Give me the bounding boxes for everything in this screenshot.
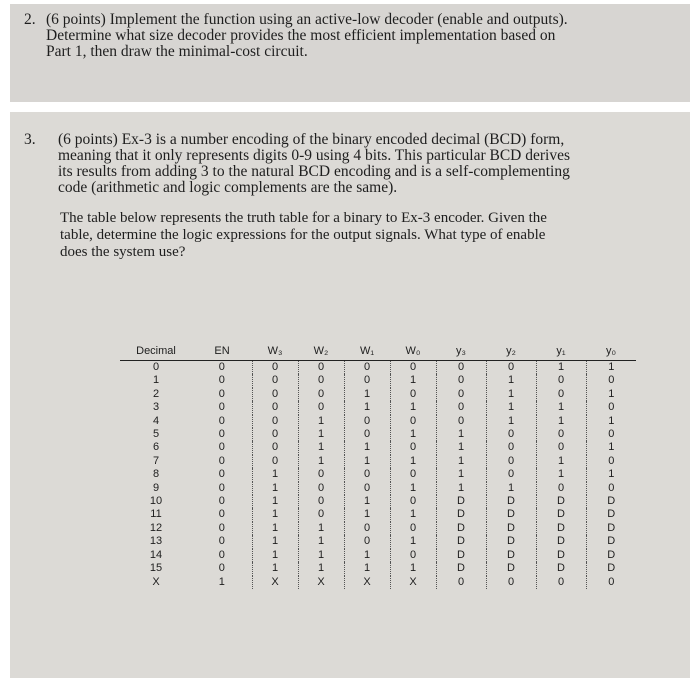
- q3-paragraph: [24, 210, 676, 261]
- cell-w3: 0: [252, 455, 298, 468]
- cell-y1: D: [536, 495, 586, 508]
- cell-y2: D: [486, 495, 536, 508]
- cell-w3: 1: [252, 482, 298, 495]
- cell-en: 0: [218, 508, 225, 521]
- cell-en: 0: [218, 454, 225, 467]
- cell-y0: D: [586, 522, 636, 535]
- cell-y0: 1: [586, 415, 636, 428]
- table-row: [120, 455, 636, 468]
- cell-y2: D: [486, 549, 536, 562]
- cell-w1: 1: [344, 455, 390, 468]
- cell-decimal: 14: [149, 548, 163, 561]
- table-row: [120, 549, 636, 562]
- table-row: [120, 401, 636, 414]
- cell-w1: 1: [344, 495, 390, 508]
- cell-w3: 0: [252, 415, 298, 428]
- cell-w0: 0: [390, 415, 436, 428]
- cell-y2: 0: [486, 361, 536, 375]
- table-row: [120, 508, 636, 521]
- cell-w3: 0: [252, 401, 298, 414]
- cell-w2: 1: [298, 535, 344, 548]
- cell-en: 0: [218, 428, 225, 441]
- cell-en: 0: [218, 441, 225, 454]
- header-w2: W₂: [298, 342, 344, 361]
- cell-y3: D: [436, 522, 486, 535]
- header-w3: W₃: [252, 342, 298, 361]
- cell-w3: 1: [252, 522, 298, 535]
- cell-w3: 1: [252, 535, 298, 548]
- cell-decimal: 6: [152, 441, 160, 454]
- cell-w3: 1: [252, 468, 298, 481]
- cell-decimal: X: [152, 575, 160, 588]
- cell-y0: D: [586, 549, 636, 562]
- cell-en: 0: [218, 361, 225, 373]
- cell-w1: 0: [344, 428, 390, 441]
- cell-w2: 0: [298, 401, 344, 414]
- cell-w1: 0: [344, 415, 390, 428]
- truth-table-body: [120, 361, 636, 589]
- cell-decimal: 4: [152, 414, 160, 427]
- cell-w1: 1: [344, 549, 390, 562]
- cell-w2: 0: [298, 495, 344, 508]
- cell-w2: 0: [298, 482, 344, 495]
- cell-y3: D: [436, 549, 486, 562]
- question-3-text: [24, 132, 676, 196]
- cell-w1: 1: [344, 401, 390, 414]
- cell-decimal: 1: [152, 374, 160, 387]
- cell-w2: 1: [298, 441, 344, 454]
- cell-y3: 1: [436, 428, 486, 441]
- truth-table: [120, 342, 636, 589]
- cell-w0: 1: [390, 482, 436, 495]
- cell-y0: 1: [586, 441, 636, 454]
- cell-w2: 1: [298, 549, 344, 562]
- cell-decimal: 11: [150, 508, 162, 521]
- cell-y2: 0: [486, 428, 536, 441]
- cell-en: 0: [218, 535, 225, 548]
- cell-decimal: 9: [152, 481, 160, 494]
- cell-w3: 0: [252, 388, 298, 401]
- cell-y3: 0: [436, 576, 486, 589]
- cell-w1: 0: [344, 482, 390, 495]
- q3-para-line-1: The table below represents the truth table for a binary to Ex-3 encoder. Given the: [60, 210, 547, 226]
- cell-y2: 0: [486, 468, 536, 481]
- cell-w2: X: [298, 576, 344, 589]
- cell-w1: 0: [344, 374, 390, 387]
- question-2-text: [24, 12, 678, 60]
- cell-en: 0: [218, 414, 225, 427]
- q3-para-line-2: table, determine the logic expressions for the output signals. What type of enable: [60, 227, 546, 243]
- q2-line-1: (6 points) Implement the function using an active-low decoder (enable and outputs).: [46, 11, 568, 28]
- cell-decimal: 7: [152, 454, 160, 467]
- cell-y2: D: [486, 562, 536, 575]
- cell-w3: 1: [252, 495, 298, 508]
- cell-w0: 0: [390, 495, 436, 508]
- cell-w3: X: [252, 576, 298, 589]
- q3-line-1: (6 points) Ex-3 is a number encoding of the binary encoded decimal (BCD) form,: [58, 131, 565, 148]
- cell-w1: X: [344, 576, 390, 589]
- table-row: [120, 482, 636, 495]
- table-row: [120, 535, 636, 548]
- cell-w1: 1: [344, 388, 390, 401]
- cell-w2: 1: [298, 428, 344, 441]
- cell-y3: 0: [436, 415, 486, 428]
- cell-w2: 1: [298, 455, 344, 468]
- cell-y0: 0: [586, 576, 636, 589]
- cell-w0: 1: [390, 374, 436, 387]
- cell-y3: D: [436, 562, 486, 575]
- cell-w2: 0: [298, 508, 344, 521]
- q3-line-3: its results from adding 3 to the natural BCD encoding and is a self-complementing: [58, 163, 570, 180]
- cell-y1: D: [536, 535, 586, 548]
- cell-y3: D: [436, 508, 486, 521]
- cell-en: 0: [218, 374, 225, 387]
- cell-w0: 1: [390, 508, 436, 521]
- cell-w2: 0: [298, 468, 344, 481]
- cell-y1: 0: [536, 388, 586, 401]
- table-row: [120, 374, 636, 387]
- cell-w1: 1: [344, 508, 390, 521]
- cell-y2: 0: [486, 455, 536, 468]
- cell-en: 0: [218, 481, 225, 494]
- cell-y0: 0: [586, 374, 636, 387]
- cell-en: 0: [218, 495, 225, 508]
- cell-y0: D: [586, 508, 636, 521]
- cell-y3: 0: [436, 401, 486, 414]
- cell-y0: D: [586, 535, 636, 548]
- cell-y0: 0: [586, 401, 636, 414]
- cell-decimal: 0: [152, 361, 160, 373]
- q3-line-4: code (arithmetic and logic complements are the same).: [58, 179, 398, 196]
- cell-y2: 1: [486, 374, 536, 387]
- table-row: [120, 361, 636, 375]
- cell-y1: 1: [536, 401, 586, 414]
- cell-w2: 1: [298, 522, 344, 535]
- table-row: [120, 441, 636, 454]
- cell-w0: 0: [390, 522, 436, 535]
- cell-y1: D: [536, 508, 586, 521]
- cell-w0: 0: [390, 388, 436, 401]
- cell-y1: 1: [536, 415, 586, 428]
- cell-y1: 0: [536, 482, 586, 495]
- cell-y1: D: [536, 522, 586, 535]
- cell-en: 0: [218, 468, 225, 481]
- header-decimal: Decimal: [120, 342, 192, 361]
- cell-y1: 0: [536, 374, 586, 387]
- cell-w1: 1: [344, 441, 390, 454]
- cell-y2: 0: [486, 576, 536, 589]
- cell-y3: 0: [436, 361, 486, 375]
- table-row: [120, 562, 636, 575]
- cell-y0: 1: [586, 361, 636, 375]
- cell-y0: 0: [586, 428, 636, 441]
- cell-decimal: 2: [152, 387, 160, 400]
- cell-y3: 1: [436, 455, 486, 468]
- cell-y2: 0: [486, 441, 536, 454]
- cell-y0: 1: [586, 468, 636, 481]
- q2-line-3: Part 1, then draw the minimal-cost circuit.: [46, 43, 308, 60]
- cell-w3: 0: [252, 441, 298, 454]
- cell-w2: 1: [298, 415, 344, 428]
- header-y3: y₃: [436, 342, 486, 361]
- cell-w1: 0: [344, 468, 390, 481]
- header-en: EN: [192, 342, 252, 361]
- cell-y2: 1: [486, 388, 536, 401]
- header-w0: W₀: [390, 342, 436, 361]
- table-row: [120, 576, 636, 589]
- cell-decimal: 12: [149, 521, 163, 534]
- q3-para-line-3: does the system use?: [60, 244, 186, 260]
- question-3-number: 3.: [24, 131, 36, 148]
- cell-decimal: 3: [152, 401, 160, 414]
- table-row: [120, 468, 636, 481]
- cell-w2: 0: [298, 361, 344, 375]
- cell-w0: 1: [390, 428, 436, 441]
- cell-w3: 1: [252, 549, 298, 562]
- header-y2: y₂: [486, 342, 536, 361]
- cell-y0: 1: [586, 388, 636, 401]
- cell-w1: 1: [344, 562, 390, 575]
- cell-y3: D: [436, 495, 486, 508]
- table-row: [120, 415, 636, 428]
- cell-en: 0: [218, 562, 225, 575]
- cell-w1: 0: [344, 535, 390, 548]
- cell-w0: 1: [390, 455, 436, 468]
- cell-y1: 0: [536, 576, 586, 589]
- cell-en: 0: [218, 387, 225, 400]
- cell-en: 0: [218, 521, 225, 534]
- q2-line-2: Determine what size decoder provides the most efficient implementation based on: [46, 27, 556, 44]
- cell-w0: 1: [390, 401, 436, 414]
- cell-y3: 1: [436, 441, 486, 454]
- q3-line-2: meaning that it only represents digits 0-9 using 4 bits. This particular BCD derives: [58, 147, 570, 164]
- cell-y0: 0: [586, 482, 636, 495]
- header-y0: y₀: [586, 342, 636, 361]
- cell-y0: 0: [586, 455, 636, 468]
- cell-w0: 1: [390, 562, 436, 575]
- cell-y1: 1: [536, 468, 586, 481]
- cell-w2: 0: [298, 374, 344, 387]
- cell-y1: 1: [536, 361, 586, 375]
- cell-w0: 0: [390, 361, 436, 375]
- cell-decimal: 5: [152, 428, 160, 441]
- table-row: [120, 388, 636, 401]
- cell-y3: 1: [436, 482, 486, 495]
- table-row: [120, 522, 636, 535]
- truth-table-wrapper: [120, 342, 660, 589]
- table-row: [120, 495, 636, 508]
- cell-w0: 0: [390, 549, 436, 562]
- header-y1: y₁: [536, 342, 586, 361]
- cell-w2: 0: [298, 388, 344, 401]
- truth-table-header-row: [120, 342, 636, 361]
- question-2-panel: [10, 4, 690, 102]
- cell-w0: X: [390, 576, 436, 589]
- cell-w3: 0: [252, 374, 298, 387]
- cell-decimal: 8: [152, 468, 160, 481]
- cell-y1: D: [536, 549, 586, 562]
- cell-y3: 0: [436, 374, 486, 387]
- cell-en: 0: [218, 401, 225, 414]
- cell-en: 1: [218, 575, 225, 588]
- cell-w0: 0: [390, 468, 436, 481]
- cell-y2: 1: [486, 415, 536, 428]
- cell-w3: 1: [252, 562, 298, 575]
- cell-y3: 1: [436, 468, 486, 481]
- cell-y1: D: [536, 562, 586, 575]
- cell-w0: 0: [390, 441, 436, 454]
- cell-y2: 1: [486, 401, 536, 414]
- cell-w0: 1: [390, 535, 436, 548]
- cell-w3: 0: [252, 361, 298, 375]
- question-2-number: 2.: [24, 11, 36, 28]
- cell-w3: 0: [252, 428, 298, 441]
- cell-y2: D: [486, 508, 536, 521]
- cell-en: 0: [218, 548, 225, 561]
- cell-y2: 1: [486, 482, 536, 495]
- cell-w1: 0: [344, 522, 390, 535]
- cell-w1: 0: [344, 361, 390, 375]
- cell-decimal: 10: [149, 495, 163, 508]
- cell-decimal: 15: [149, 562, 163, 575]
- cell-w3: 1: [252, 508, 298, 521]
- cell-y0: D: [586, 495, 636, 508]
- cell-y1: 1: [536, 455, 586, 468]
- cell-w2: 1: [298, 562, 344, 575]
- cell-y3: D: [436, 535, 486, 548]
- cell-y1: 0: [536, 441, 586, 454]
- cell-y2: D: [486, 535, 536, 548]
- table-row: [120, 428, 636, 441]
- cell-decimal: 13: [149, 535, 163, 548]
- cell-y1: 0: [536, 428, 586, 441]
- cell-y2: D: [486, 522, 536, 535]
- cell-y3: 0: [436, 388, 486, 401]
- cell-y0: D: [586, 562, 636, 575]
- header-w1: W₁: [344, 342, 390, 361]
